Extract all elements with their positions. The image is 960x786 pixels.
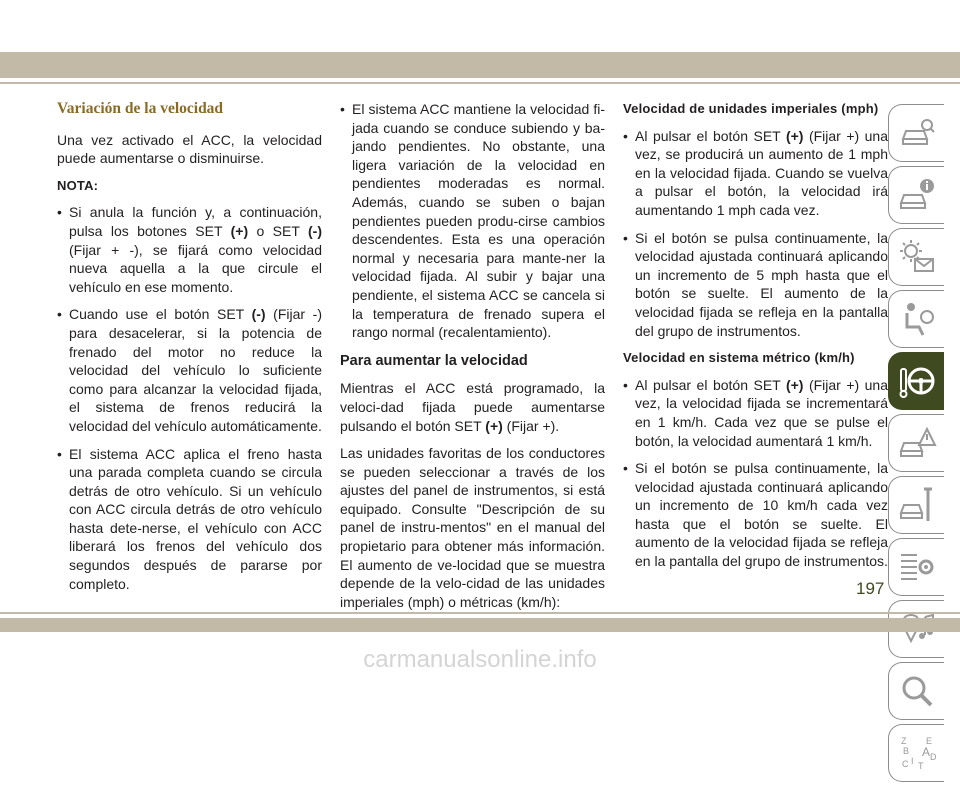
column-3 xyxy=(623,100,888,580)
bullet-dot: • xyxy=(623,460,628,477)
index-letter: Z xyxy=(900,736,906,746)
car-search-icon xyxy=(897,113,937,153)
index-letter: B xyxy=(902,746,909,756)
car-wrench-icon xyxy=(897,485,937,525)
index-letter: E xyxy=(925,736,932,746)
button-label: (+) xyxy=(230,222,249,239)
bullet-dot: • xyxy=(57,306,62,323)
note-heading: NOTA: xyxy=(57,177,99,193)
tab-hazard-car[interactable] xyxy=(888,414,944,472)
index-letter: T xyxy=(917,761,923,771)
tab-car-search[interactable] xyxy=(888,104,944,162)
bullet-dot: • xyxy=(623,376,628,393)
tab-index[interactable] xyxy=(888,724,944,782)
bullet-item: • Al pulsar el botón SET (+) (Fijar +) una vez, la velocidad fijada se incrementará en 1 km/h. Cada vez que se pulse el botón, la velocidad aumentará 1 km/h. xyxy=(623,376,889,449)
bullet-item: • Si anula la función y, a continuación, pulsa los botones SET (+) o SET (-) (Fijar + -), se fijará como velocidad nueva aquella a la que circule el vehículo en ese momento. xyxy=(57,204,323,295)
button-label: (+) xyxy=(485,417,503,434)
header-rule xyxy=(0,82,960,84)
tab-car-info[interactable] xyxy=(888,166,944,224)
footer-band xyxy=(0,618,960,632)
bullet-item: • Si el botón se pulsa continuamente, la velocidad ajustada continuará aplicando un incremento de 10 km/h cada vez hasta que el botón se suelte. El aumento de la velocidad fijada se refleja en la pantalla del grupo de instrumentos. xyxy=(623,460,888,570)
column-2 xyxy=(340,100,605,620)
button-label: (+) xyxy=(785,127,804,144)
bullet-dot: • xyxy=(623,229,628,246)
index-letter: A xyxy=(921,745,930,759)
key-steering-wheel-icon xyxy=(897,361,937,401)
watermark: carmanualsonline.info xyxy=(363,646,597,673)
hazard-car-icon xyxy=(897,423,937,463)
warning-lights-icon xyxy=(897,237,937,277)
bullet-dot: • xyxy=(57,445,62,462)
footer-rule xyxy=(0,612,960,614)
airbag-seat-icon xyxy=(897,299,937,339)
car-info-icon xyxy=(897,175,937,215)
tab-starting-operating[interactable] xyxy=(888,352,944,410)
bullet-dot: • xyxy=(623,127,628,144)
intro-paragraph: Una vez activado el ACC, la velocidad puede aumentarse o disminuirse. xyxy=(57,131,322,167)
page-number: 197 xyxy=(856,579,885,598)
header-band xyxy=(0,52,960,78)
button-label: (+) xyxy=(785,376,804,393)
tab-warning-lights[interactable] xyxy=(888,228,944,286)
chapter-tabs xyxy=(888,104,945,786)
specs-gear-icon xyxy=(897,547,937,587)
bullet-dot: • xyxy=(340,101,345,117)
paragraph: Las unidades favoritas de los conductores se pueden seleccionar a través de los ajustes del panel de instrumentos, si está equipado. Consulte "Descripción de su panel de instru-mentos" en el manual del propietario para obtener más información. El aumento de ve-locidad que se muestra depende de la velo-cidad de las unidades imperiales (mph) o métricas (km/h): xyxy=(340,445,605,610)
bullet-item: • Si el botón se pulsa continuamente, la velocidad ajustada continuará aplicando un incremento de 5 mph hasta que el botón se suelte. El aumento de la velocidad fijada se refleja en la pantalla del grupo de instrumentos. xyxy=(623,229,888,339)
bullet-item: • El sistema ACC aplica el freno hasta una parada completa cuando se circula detrás de otro vehículo. Si un vehículo con ACC circula detrás de otro vehículo hasta dete-nerse, el vehículo con ACC liberará los frenos del vehículo dos segundos después de pararse por completo. xyxy=(57,445,322,592)
subsection-heading: Para aumentar la velocidad xyxy=(340,352,528,369)
bullet-item: • Al pulsar el botón SET (+) (Fijar +) una vez, se producirá un aumento de 1 mph en la velocidad fijada. Cuando se vuelva a pulsar el botón, la velocidad irá aumentando 1 mph cada vez. xyxy=(623,127,889,218)
tab-car-wrench[interactable] xyxy=(888,476,944,534)
button-label: (-) xyxy=(251,306,266,323)
section-title: Variación de la velocidad xyxy=(57,100,224,117)
bullet-dot: • xyxy=(57,204,62,221)
paragraph: Mientras el ACC está programado, la veloci-dad fijada puede aumentarse pulsando el botón SET (+) (Fijar +). xyxy=(340,380,605,434)
index-letter: C xyxy=(901,759,908,769)
index-icon xyxy=(897,733,937,773)
bullet-item: • Cuando use el botón SET (-) (Fijar -) para desacelerar, si la potencia de frenado del motor no reduce la velocidad del vehículo lo suficiente como para alcanzar la velocidad fijada, el sistema de frenos reducirá la velocidad del vehículo automáticamente. xyxy=(57,306,322,434)
button-label: (-) xyxy=(308,222,323,239)
units-heading-imperial: Velocidad de unidades imperiales (mph) xyxy=(623,101,879,116)
tab-airbag-seat[interactable] xyxy=(888,290,944,348)
column-1 xyxy=(57,100,322,602)
search-icon xyxy=(897,671,937,711)
index-letter: D xyxy=(929,752,936,762)
units-heading-metric: Velocidad en sistema métrico (km/h) xyxy=(623,350,855,366)
index-letter: I xyxy=(910,756,914,766)
bullet-item: • El sistema ACC mantiene la velocidad fi-jada cuando se conduce subiendo y ba-jando pendientes. No obstante, una ligera variación de la velocidad en pendientes moderadas es normal. Además, cuando se suben o bajan pendientes pueden produ-cirse cambios descendentes. Esta es una operación normal y necesaria para mante-ner la velocidad fijada. Al subir y bajar una pendiente, el sistema ACC se cancela si la temperatura de frenado supera el rango normal (recalentamiento). xyxy=(340,101,605,341)
tab-specs-gear[interactable] xyxy=(888,538,944,596)
